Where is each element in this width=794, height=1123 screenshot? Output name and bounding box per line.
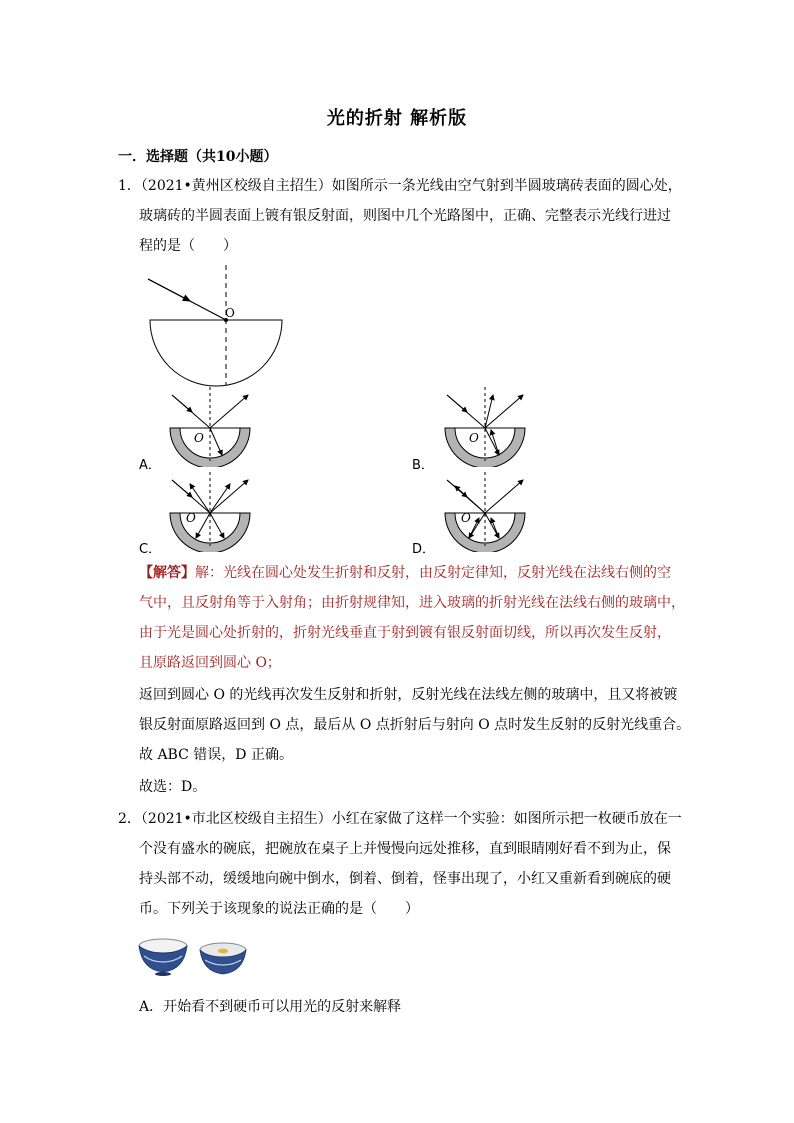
option-d-figure xyxy=(435,470,535,552)
explain-line-1: 返回到圆心 O 的光线再次发生反射和折射，反射光线在法线左侧的玻璃中，且又将被镀 xyxy=(139,687,678,703)
answer-line-3: 由于光是圆心处折射的，折射光线垂直于射到镀有银反射面切线，所以再次发生反射， xyxy=(139,625,671,641)
document-title: 光的折射 解析版 xyxy=(326,108,468,129)
option-center-label: O xyxy=(194,431,204,445)
option-center-label: O xyxy=(461,511,471,525)
q1-main-figure xyxy=(140,265,290,400)
q1-line-1: 1．（2021•黄州区校级自主招生）如图所示一条光线由空气射到半圆玻璃砖表面的圆心处， xyxy=(118,178,682,194)
explain-line-3: 故 ABC 错误，D 正确。 xyxy=(139,747,293,763)
q2-line-1: 2．（2021•市北区校级自主招生）小红在家做了这样一个实验：如图所示把一枚硬币放在一 xyxy=(118,811,682,827)
option-b-figure xyxy=(435,385,535,467)
option-d-label: D． xyxy=(412,542,436,557)
option-c-figure xyxy=(160,470,260,552)
q2-bowls-image xyxy=(138,936,248,978)
option-center-label: O xyxy=(186,511,196,525)
section-heading: 一．选择题（共10小题） xyxy=(118,149,278,165)
q2-line-2: 个没有盛水的碗底，把碗放在桌子上并慢慢向远处推移，直到眼睛刚好看不到为止，保 xyxy=(139,841,671,857)
q1-line-2: 玻璃砖的半圆表面上镀有银反射面，则图中几个光路图中，正确、完整表示光线行进过 xyxy=(139,208,671,224)
explain-line-4: 故选：D。 xyxy=(139,779,207,795)
option-a-figure xyxy=(160,385,260,467)
q2-line-3: 持头部不动，缓缓地向碗中倒水，倒着、倒着，怪事出现了，小红又重新看到碗底的硬 xyxy=(139,871,671,887)
q2-line-4: 币。下列关于该现象的说法正确的是（ ） xyxy=(139,901,419,917)
answer-line-4: 且原路返回到圆心 O； xyxy=(139,655,281,671)
option-a-label: A． xyxy=(139,458,161,473)
q1-center-label: O xyxy=(225,306,235,320)
explain-line-2: 银反射面原路返回到 O 点，最后从 O 点折射后与射向 O 点时发生反射的反射光线重合。 xyxy=(139,717,691,733)
option-center-label: O xyxy=(469,431,479,445)
answer-line-2: 气中，且反射角等于入射角；由折射规律知，进入玻璃的折射光线在法线右侧的玻璃中， xyxy=(139,595,685,611)
q2-option-a: A．开始看不到硬币可以用光的反射来解释 xyxy=(139,999,402,1015)
answer-tag: 【解答】 xyxy=(139,565,195,581)
option-b-label: B． xyxy=(412,458,434,473)
option-c-label: C． xyxy=(139,542,162,557)
answer-line-1: 【解答】解：光线在圆心处发生折射和反射，由反射定律知，反射光线在法线右侧的空 xyxy=(139,565,671,581)
q1-line-3: 程的是（ ） xyxy=(139,238,237,254)
